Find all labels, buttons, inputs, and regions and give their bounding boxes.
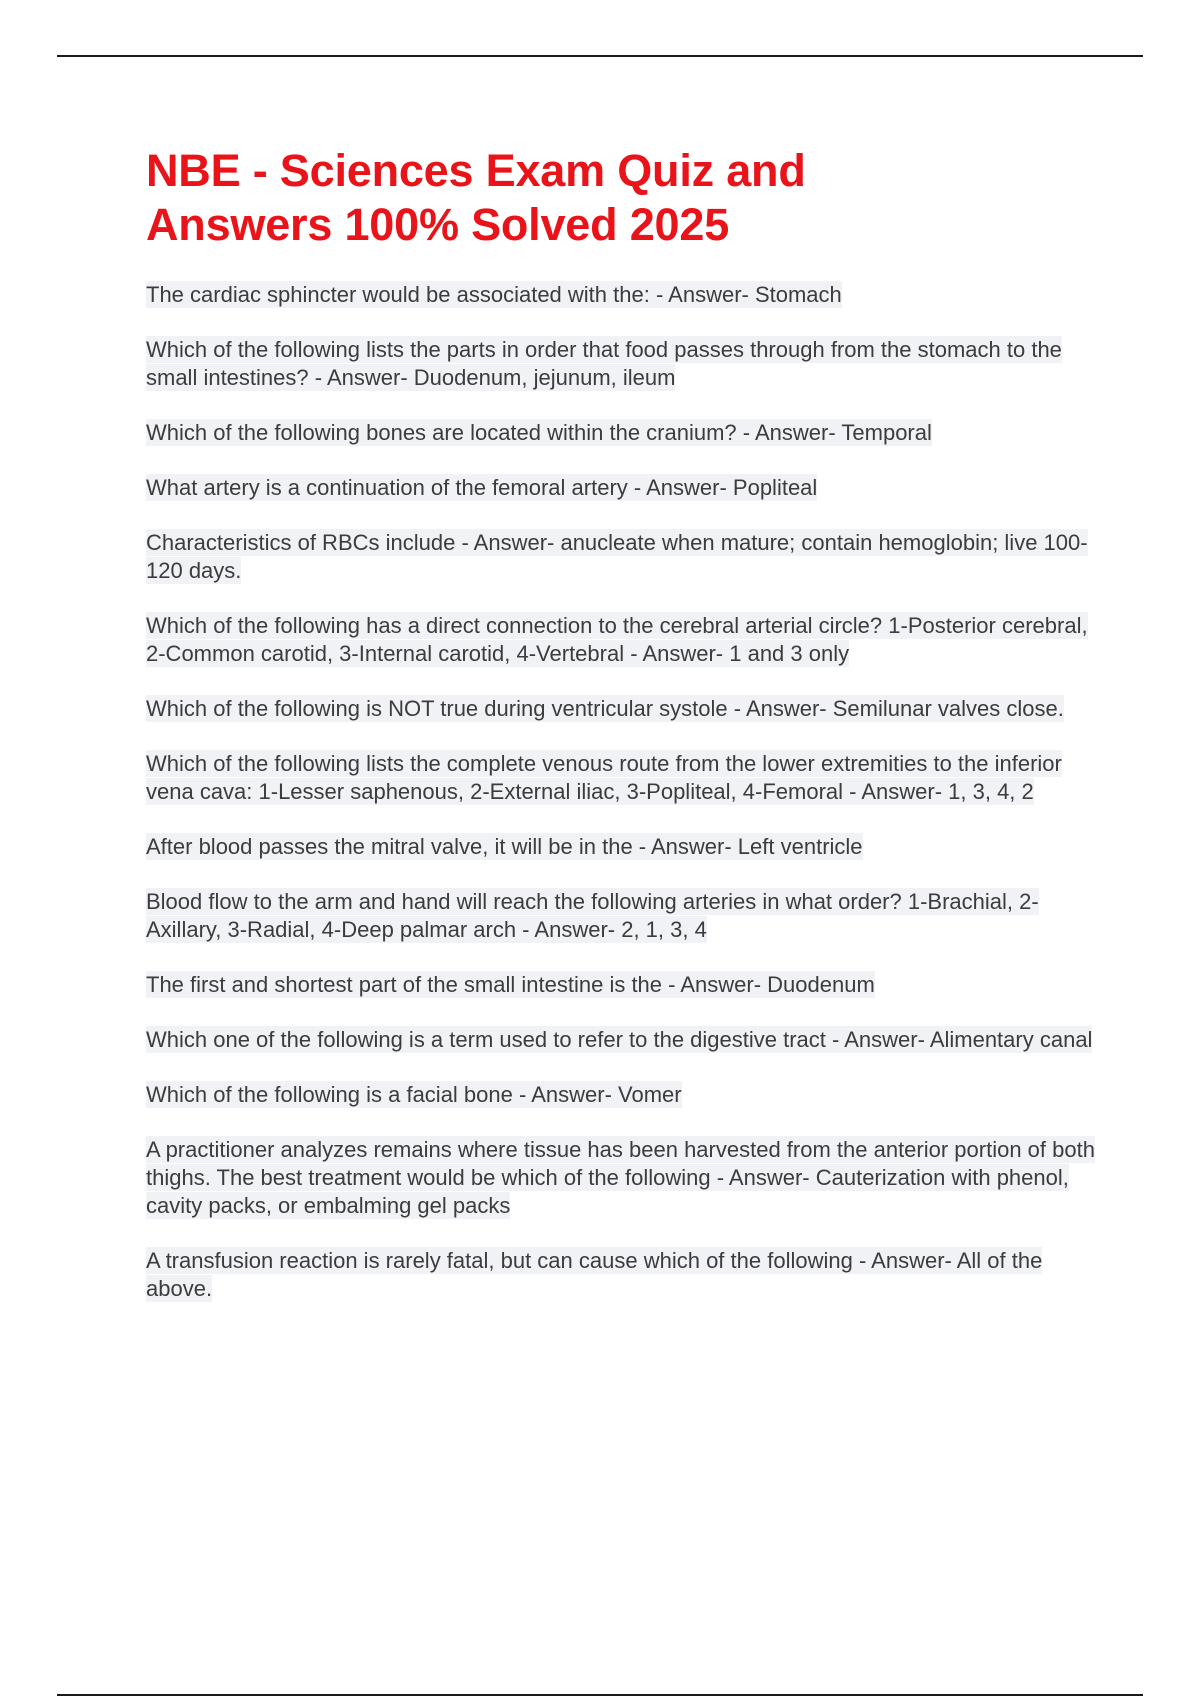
- bottom-rule: [57, 1694, 1143, 1696]
- qa-text: The cardiac sphincter would be associated with the: - Answer- Stomach: [146, 282, 842, 307]
- qa-text: A practitioner analyzes remains where tissue has been harvested from the anterior portion of both thighs. The best treatment would be which of the following - Answer- Cauterization with phenol, cavity packs, or embalming gel packs: [146, 1137, 1095, 1218]
- qa-item: [146, 833, 1096, 861]
- qa-item: [146, 750, 1096, 806]
- qa-text: Which of the following lists the complete venous route from the lower extremities to the inferior vena cava: 1-Lesser saphenous, 2-External iliac, 3-Popliteal, 4-Femoral - Answer- 1, 3, 4, 2: [146, 751, 1062, 804]
- document-title: NBE - Sciences Exam Quiz and Answers 100% Solved 2025: [146, 145, 806, 250]
- qa-item: [146, 474, 1096, 502]
- qa-text: Which of the following is a facial bone - Answer- Vomer: [146, 1082, 682, 1107]
- qa-item: [146, 695, 1096, 723]
- qa-item: [146, 529, 1096, 585]
- qa-text: Which one of the following is a term used to refer to the digestive tract - Answer- Alimentary canal: [146, 1027, 1093, 1052]
- qa-item: [146, 1247, 1096, 1303]
- qa-item: [146, 419, 1096, 447]
- qa-text: Which of the following is NOT true during ventricular systole - Answer- Semilunar valves close.: [146, 696, 1064, 721]
- qa-text: Which of the following has a direct connection to the cerebral arterial circle? 1-Posterior cerebral, 2-Common carotid, 3-Internal carotid, 4-Vertebral - Answer- 1 and 3 only: [146, 613, 1088, 666]
- qa-item: [146, 1136, 1096, 1220]
- top-rule: [57, 55, 1143, 57]
- qa-text: Characteristics of RBCs include - Answer- anucleate when mature; contain hemoglobin; live 100-120 days.: [146, 530, 1088, 583]
- qa-text: Which of the following lists the parts in order that food passes through from the stomach to the small intestines? - Answer- Duodenum, jejunum, ileum: [146, 337, 1062, 390]
- qa-item: [146, 336, 1096, 392]
- qa-text: Blood flow to the arm and hand will reach the following arteries in what order? 1-Brachial, 2-Axillary, 3-Radial, 4-Deep palmar arch - Answer- 2, 1, 3, 4: [146, 889, 1039, 942]
- document-body: [146, 144, 1096, 1330]
- qa-text: After blood passes the mitral valve, it will be in the - Answer- Left ventricle: [146, 834, 863, 859]
- qa-list: [146, 281, 1096, 1303]
- qa-item: [146, 1081, 1096, 1109]
- qa-text: Which of the following bones are located within the cranium? - Answer- Temporal: [146, 420, 932, 445]
- qa-item: [146, 971, 1096, 999]
- qa-text: A transfusion reaction is rarely fatal, but can cause which of the following - Answer- All of the above.: [146, 1248, 1043, 1301]
- qa-text: The first and shortest part of the small intestine is the - Answer- Duodenum: [146, 972, 875, 997]
- qa-item: [146, 612, 1096, 668]
- qa-item: [146, 1026, 1096, 1054]
- qa-item: [146, 888, 1096, 944]
- qa-item: [146, 281, 1096, 309]
- qa-text: What artery is a continuation of the femoral artery - Answer- Popliteal: [146, 475, 818, 500]
